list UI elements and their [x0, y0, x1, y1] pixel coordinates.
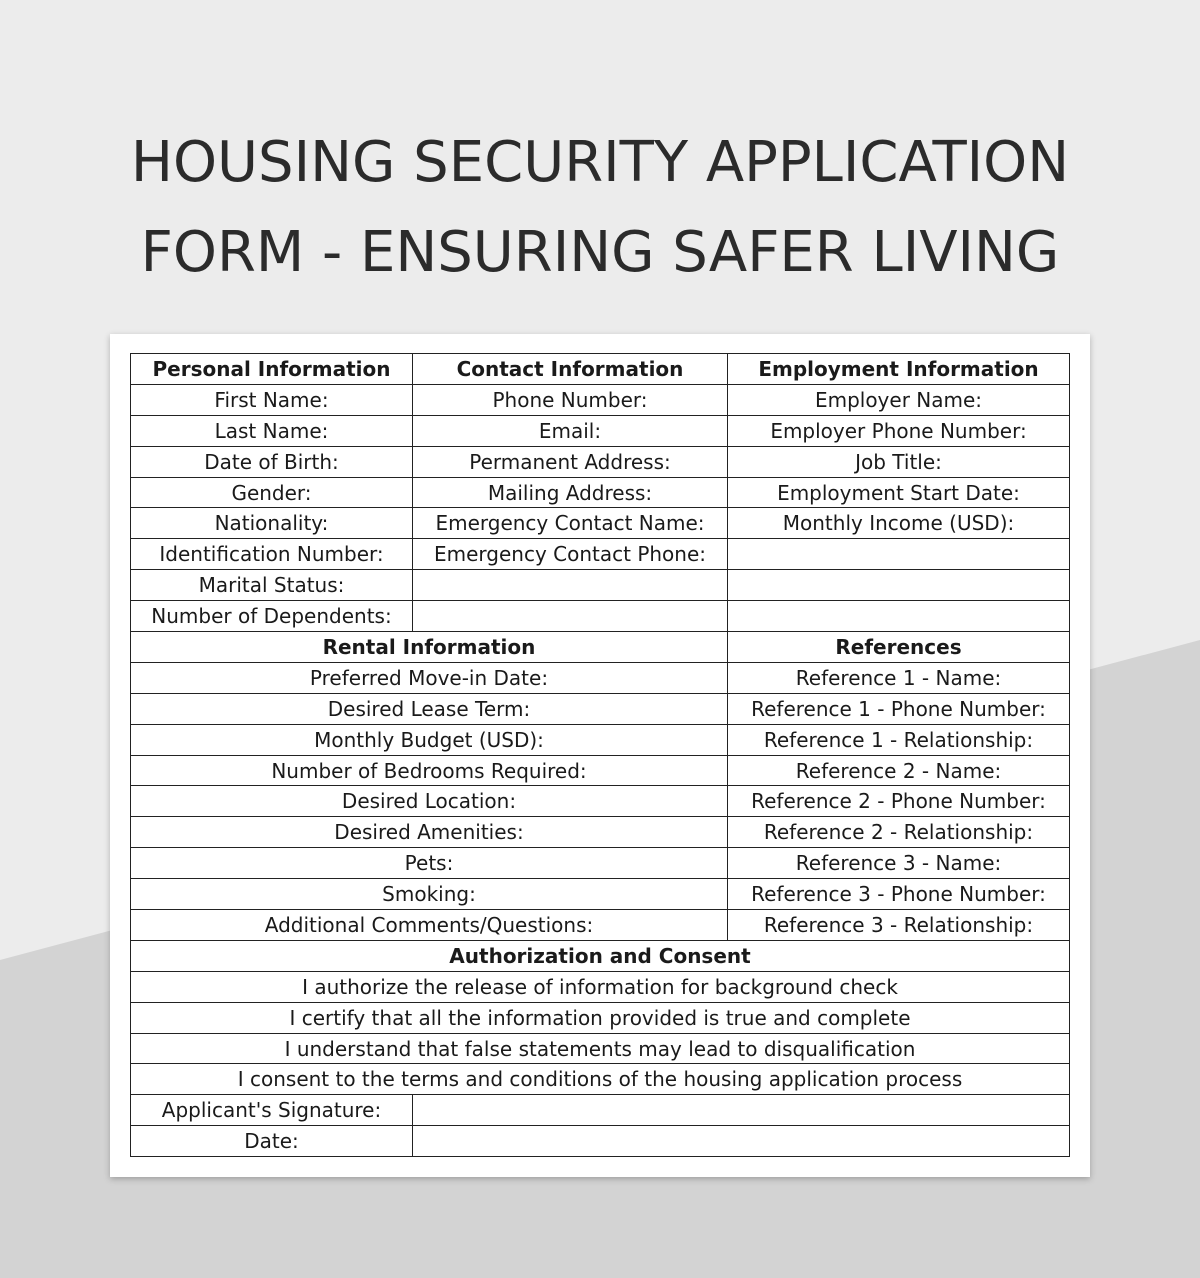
consent-statement-terms[interactable]: I consent to the terms and conditions of the housing application process [131, 1064, 1070, 1095]
table-row [131, 971, 1070, 1002]
empty-cell [413, 601, 728, 632]
reference-2-phone-field[interactable]: Reference 2 - Phone Number: [728, 786, 1070, 817]
table-row [131, 384, 1070, 415]
first-name-field[interactable]: First Name: [131, 384, 413, 415]
signature-field[interactable] [413, 1095, 1070, 1126]
emergency-contact-phone-field[interactable]: Emergency Contact Phone: [413, 539, 728, 570]
empty-cell [728, 539, 1070, 570]
identification-number-field[interactable]: Identification Number: [131, 539, 413, 570]
table-row [131, 910, 1070, 941]
reference-1-name-field[interactable]: Reference 1 - Name: [728, 662, 1070, 693]
last-name-field[interactable]: Last Name: [131, 415, 413, 446]
authorization-header: Authorization and Consent [131, 940, 1070, 971]
preferred-move-in-date-field[interactable]: Preferred Move-in Date: [131, 662, 728, 693]
form-paper [110, 334, 1090, 1177]
reference-3-relationship-field[interactable]: Reference 3 - Relationship: [728, 910, 1070, 941]
table-row [131, 1002, 1070, 1033]
table-row [131, 539, 1070, 570]
table-row [131, 601, 1070, 632]
table-row [131, 632, 1070, 663]
employment-start-date-field[interactable]: Employment Start Date: [728, 477, 1070, 508]
table-row [131, 755, 1070, 786]
desired-amenities-field[interactable]: Desired Amenities: [131, 817, 728, 848]
table-row [131, 570, 1070, 601]
desired-location-field[interactable]: Desired Location: [131, 786, 728, 817]
table-row [131, 1126, 1070, 1157]
table-row [131, 477, 1070, 508]
reference-2-name-field[interactable]: Reference 2 - Name: [728, 755, 1070, 786]
table-row [131, 415, 1070, 446]
references-header: References [728, 632, 1070, 663]
table-row [131, 1033, 1070, 1064]
reference-3-phone-field[interactable]: Reference 3 - Phone Number: [728, 879, 1070, 910]
monthly-income-field[interactable]: Monthly Income (USD): [728, 508, 1070, 539]
bedrooms-required-field[interactable]: Number of Bedrooms Required: [131, 755, 728, 786]
title-line-1: HOUSING SECURITY APPLICATION [130, 130, 1070, 195]
monthly-budget-field[interactable]: Monthly Budget (USD): [131, 724, 728, 755]
table-row [131, 662, 1070, 693]
table-row [131, 508, 1070, 539]
employer-name-field[interactable]: Employer Name: [728, 384, 1070, 415]
reference-1-relationship-field[interactable]: Reference 1 - Relationship: [728, 724, 1070, 755]
application-form-table [130, 353, 1070, 1157]
desired-lease-term-field[interactable]: Desired Lease Term: [131, 693, 728, 724]
table-row [131, 848, 1070, 879]
table-row [131, 879, 1070, 910]
number-of-dependents-field[interactable]: Number of Dependents: [131, 601, 413, 632]
pets-field[interactable]: Pets: [131, 848, 728, 879]
signature-label: Applicant's Signature: [131, 1095, 413, 1126]
personal-info-header: Personal Information [131, 354, 413, 385]
contact-info-header: Contact Information [413, 354, 728, 385]
additional-comments-field[interactable]: Additional Comments/Questions: [131, 910, 728, 941]
reference-3-name-field[interactable]: Reference 3 - Name: [728, 848, 1070, 879]
empty-cell [728, 570, 1070, 601]
consent-statement-false-statements[interactable]: I understand that false statements may lead to disqualification [131, 1033, 1070, 1064]
employment-info-header: Employment Information [728, 354, 1070, 385]
nationality-field[interactable]: Nationality: [131, 508, 413, 539]
permanent-address-field[interactable]: Permanent Address: [413, 446, 728, 477]
page-title [0, 118, 1200, 298]
table-row [131, 693, 1070, 724]
email-field[interactable]: Email: [413, 415, 728, 446]
smoking-field[interactable]: Smoking: [131, 879, 728, 910]
empty-cell [728, 601, 1070, 632]
table-row [131, 817, 1070, 848]
phone-number-field[interactable]: Phone Number: [413, 384, 728, 415]
table-row [131, 786, 1070, 817]
reference-1-phone-field[interactable]: Reference 1 - Phone Number: [728, 693, 1070, 724]
empty-cell [413, 570, 728, 601]
table-row [131, 1064, 1070, 1095]
gender-field[interactable]: Gender: [131, 477, 413, 508]
consent-statement-background-check[interactable]: I authorize the release of information for background check [131, 971, 1070, 1002]
consent-statement-certify[interactable]: I certify that all the information provided is true and complete [131, 1002, 1070, 1033]
marital-status-field[interactable]: Marital Status: [131, 570, 413, 601]
rental-info-header: Rental Information [131, 632, 728, 663]
mailing-address-field[interactable]: Mailing Address: [413, 477, 728, 508]
emergency-contact-name-field[interactable]: Emergency Contact Name: [413, 508, 728, 539]
reference-2-relationship-field[interactable]: Reference 2 - Relationship: [728, 817, 1070, 848]
table-row [131, 354, 1070, 385]
date-label: Date: [131, 1126, 413, 1157]
table-row [131, 446, 1070, 477]
employer-phone-field[interactable]: Employer Phone Number: [728, 415, 1070, 446]
job-title-field[interactable]: Job Title: [728, 446, 1070, 477]
date-of-birth-field[interactable]: Date of Birth: [131, 446, 413, 477]
table-row [131, 1095, 1070, 1126]
date-field[interactable] [413, 1126, 1070, 1157]
table-row [131, 940, 1070, 971]
table-row [131, 724, 1070, 755]
title-line-2: FORM - ENSURING SAFER LIVING [140, 220, 1060, 285]
